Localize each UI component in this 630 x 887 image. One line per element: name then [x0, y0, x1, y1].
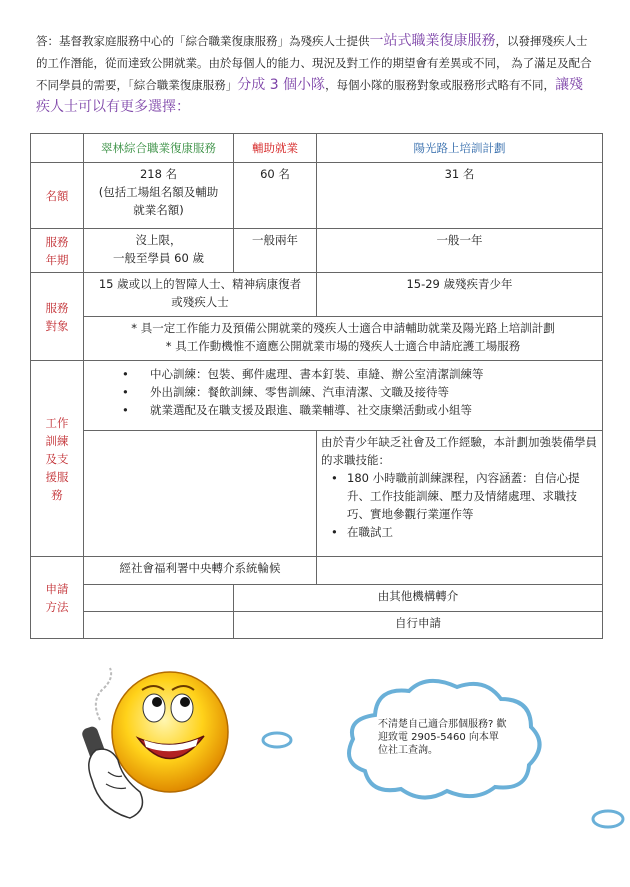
- period-choi-lam: 沒上限， 一般至學員 60 歲: [84, 229, 234, 273]
- apply-swd-central: 經社會福利署中央轉介系統輪候: [84, 557, 317, 585]
- table-row-period: [31, 229, 603, 273]
- quota-sunshine-training: 31 名: [317, 163, 603, 229]
- table-row-work-top: [31, 361, 603, 431]
- row-label-quota: 名額: [31, 163, 84, 229]
- table-row-apply-2: [31, 585, 603, 612]
- work-training-shared: [84, 361, 603, 431]
- apply-other-agency: 由其他機構轉介: [234, 585, 603, 612]
- apply-empty-cell: [317, 557, 603, 585]
- row-label-work-training: 工作 訓練 及支 援服 務: [31, 361, 84, 557]
- header-empty-cell: [31, 134, 84, 163]
- table-header-row: [31, 134, 603, 163]
- table-row-work-bottom: [31, 431, 603, 557]
- target-notes: [84, 317, 603, 361]
- intro-highlight-three-teams: 分成 3 個小隊: [237, 77, 326, 93]
- table-row-target: [31, 273, 603, 317]
- period-sunshine-training: 一般一年: [317, 229, 603, 273]
- work-sunshine-training: [317, 431, 603, 557]
- header-supported-employment: 輔助就業: [234, 134, 317, 163]
- intro-text-3: ，每個小隊的服務對象或服務形式略有不同，: [325, 78, 556, 92]
- quota-choi-lam: 218 名 (包括工場組名額及輔助 就業名額): [84, 163, 234, 229]
- bubble-text: 不清楚自己適合那個服務? 歡迎致電 2905-5460 向本單位社工查詢。: [378, 719, 507, 756]
- list-item: • 中心訓練：包裝、郵件處理、書本釘裝、車縫、辦公室清潔訓練等: [88, 365, 598, 383]
- work-sunshine-intro: 由於青少年缺乏社會及工作經驗，本計劃加強裝備學員的求職技能：: [321, 435, 597, 467]
- header-sunshine-training: 陽光路上培訓計劃: [317, 134, 603, 163]
- intro-text-2: ，以發揮殘疾人士的工作潛能，從而達致公開就業。由於每個人的能力、現況及對工作的期望會有差異或不同， 為了滿足及配合不同學員的需要，「綜合職業復康服務」: [36, 34, 592, 92]
- table-row-apply-1: [31, 557, 603, 585]
- smiley-phone-illustration: [70, 660, 270, 840]
- target-note-1: * 具一定工作能力及預備公開就業的殘疾人士適合申請輔助就業及陽光路上培訓計劃: [131, 321, 555, 335]
- row-label-apply: 申請 方法: [31, 557, 84, 639]
- target-sunshine-training: 15-29 歲殘疾青少年: [317, 273, 603, 317]
- work-sunshine-list: [321, 469, 598, 541]
- services-table: [30, 133, 603, 639]
- bubble-dot-left: [260, 730, 294, 750]
- list-item: • 外出訓練：餐飲訓練、零售訓練、汽車清潔、文職及接待等: [88, 383, 598, 401]
- table-row-quota: [31, 163, 603, 229]
- table-row-target-notes: [31, 317, 603, 361]
- apply-self: 自行申請: [234, 612, 603, 639]
- list-item: • 180 小時職前訓練課程，內容涵蓋：自信心提升、工作技能訓練、壓力及情緒處理、求職技巧、實地參觀行業運作等: [321, 469, 598, 523]
- row-label-period: 服務 年期: [31, 229, 84, 273]
- target-choi-lam-supported: 15 歲或以上的智障人士、精神病康復者 或殘疾人士: [84, 273, 317, 317]
- row-label-target: 服務 對象: [31, 273, 84, 361]
- intro-paragraph: [36, 30, 596, 118]
- list-item: • 在職試工: [321, 523, 598, 541]
- period-supported-employment: 一般兩年: [234, 229, 317, 273]
- table-row-apply-3: [31, 612, 603, 639]
- list-item: • 就業選配及在職支援及跟進、職業輔導、社交康樂活動或小組等: [88, 401, 598, 419]
- apply-empty-left: [84, 585, 234, 612]
- work-training-list: [88, 365, 598, 419]
- header-choi-lam: 翠林綜合職業復康服務: [84, 134, 234, 163]
- apply-empty-left: [84, 612, 234, 639]
- target-note-2: * 具工作動機惟不適應公開就業市場的殘疾人士適合申請庇護工場服務: [165, 339, 521, 353]
- intro-highlight-one-stop: 一站式職業復康服務: [369, 33, 496, 49]
- intro-text-1: 答：基督教家庭服務中心的「綜合職業復康服務」為殘疾人士提供: [36, 34, 370, 48]
- quota-supported-employment: 60 名: [234, 163, 317, 229]
- work-empty-cell: [84, 431, 317, 557]
- intro-highlight-more-choices: 讓殘疾人士可以有更多選擇：: [36, 77, 584, 115]
- bubble-dot-bottom-right: [590, 808, 626, 830]
